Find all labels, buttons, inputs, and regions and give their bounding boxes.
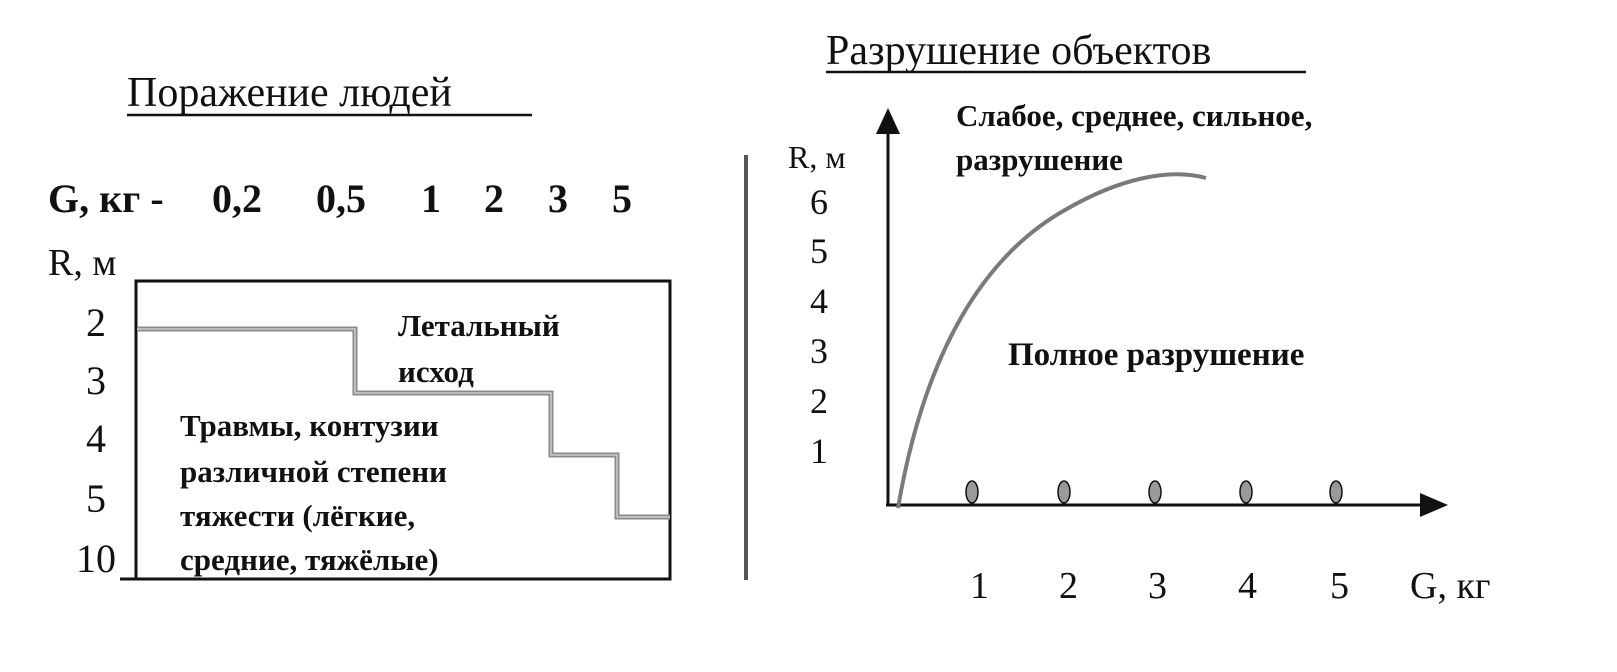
x-marker [966,481,978,503]
x-axis-label: G, кг [1410,565,1491,607]
lethal-zone-label: исход [398,354,474,389]
left-panel [48,70,670,581]
y-tick-label: 5 [810,231,828,271]
x-marker [1149,481,1161,503]
left-title: Поражение людей [127,70,452,116]
x-axis-arrow-icon [1420,493,1448,517]
y-axis-label: R, м [788,139,846,175]
y-tick-label: 2 [810,381,828,421]
y-tick-label: 3 [810,331,828,371]
x-tick-label: 5 [1330,565,1349,607]
x-tick-label: 1 [970,565,989,607]
injury-zone-label: средние, тяжёлые) [180,542,439,577]
injury-zone-label: Травмы, контузии [180,408,439,443]
x-marker [1240,481,1252,503]
injury-zone-label: различной степени [180,454,447,489]
radius-value: 4 [86,416,106,461]
charge-value: 1 [421,176,441,221]
charge-value: 0,2 [212,176,262,221]
x-tick-label: 4 [1238,565,1257,607]
y-tick-label: 4 [810,281,828,321]
full-destruction-label: Полное разрушение [1008,337,1305,373]
charge-value: 5 [612,176,632,221]
radius-value: 3 [86,358,106,403]
lethal-zone-label: Летальный [398,308,560,343]
injury-zone-label: тяжести (лёгкие, [180,498,416,533]
right-title: Разрушение объектов [826,28,1212,74]
radius-value: 2 [86,300,106,345]
x-tick-label: 2 [1059,565,1078,607]
charge-value: 3 [548,176,568,221]
x-marker [1058,481,1070,503]
y-axis-arrow-icon [876,108,900,134]
radius-value: 5 [86,476,106,521]
y-tick-label: 6 [810,182,828,222]
curve-label: разрушение [956,142,1123,177]
charge-value: 2 [484,176,504,221]
charge-value: 0,5 [316,176,366,221]
x-marker [1330,481,1342,503]
right-panel [788,28,1491,607]
x-tick-label: 3 [1148,565,1167,607]
radius-value: 10 [76,536,116,581]
charge-label: G, кг - [48,176,164,221]
curve-label: Слабое, среднее, сильное, [956,98,1313,133]
y-tick-label: 1 [810,431,828,471]
radius-label: R, м [48,242,117,284]
